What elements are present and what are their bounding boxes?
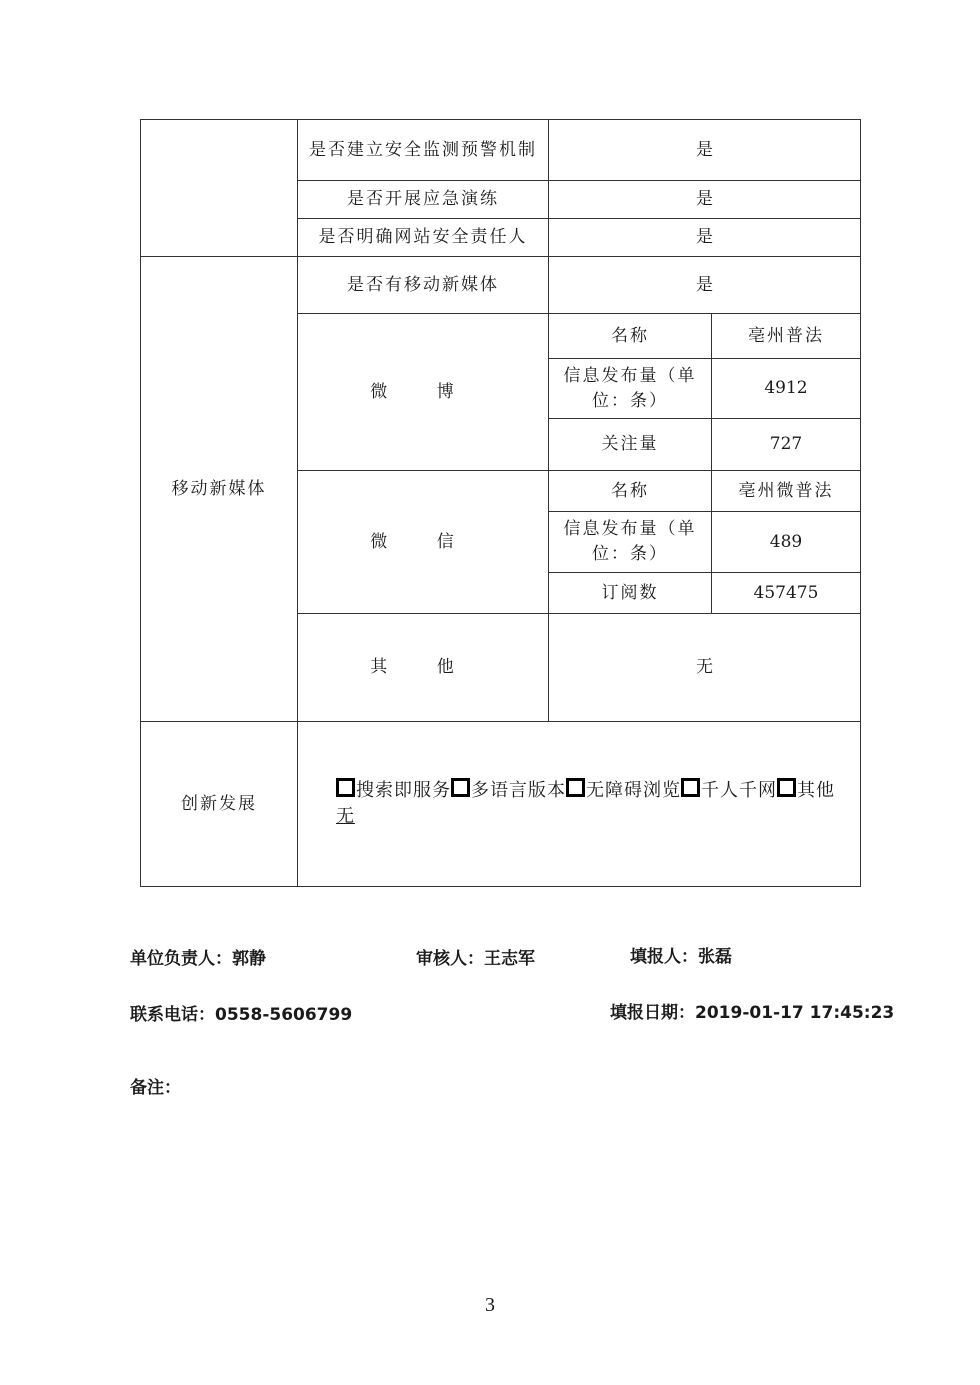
filler-value: 张磊 [698, 947, 732, 967]
wechat-posts-label: 信息发布量（单位：条） [549, 512, 712, 573]
wechat-posts-value: 489 [712, 512, 861, 573]
weibo-name-value: 亳州普法 [712, 314, 861, 359]
other-media-label: 其 他 [298, 614, 549, 722]
wechat-label: 微 信 [298, 471, 549, 614]
wechat-name-label: 名称 [549, 471, 712, 512]
wechat-subscribers-value: 457475 [712, 573, 861, 614]
contact-phone [130, 1000, 352, 1025]
has-mobile-media-answer: 是 [549, 257, 861, 314]
date-value: 2019-01-17 17:45:23 [695, 1003, 895, 1023]
has-mobile-media-question: 是否有移动新媒体 [298, 257, 549, 314]
weibo-posts-label: 信息发布量（单位：条） [549, 359, 712, 419]
unit-head-label: 单位负责人： [130, 949, 232, 969]
innovation-option-label: 无障碍浏览 [586, 780, 681, 801]
mobile-media-section-label: 移动新媒体 [141, 257, 298, 722]
innovation-label: 创新发展 [141, 722, 298, 887]
unit-head [130, 944, 266, 969]
notes [130, 1073, 181, 1098]
checkbox-icon[interactable] [681, 778, 700, 797]
security-section-cell [141, 120, 298, 257]
checkbox-icon[interactable] [566, 778, 585, 797]
reviewer [416, 944, 535, 969]
innovation-options [298, 722, 861, 887]
wechat-name-value: 亳州微普法 [712, 471, 861, 512]
checkbox-icon[interactable] [336, 778, 355, 797]
fill-date [610, 998, 894, 1023]
page-number: 3 [485, 1294, 495, 1316]
emergency-drill-answer: 是 [549, 181, 861, 219]
other-media-value: 无 [549, 614, 861, 722]
innovation-option-label: 多语言版本 [471, 780, 566, 801]
innovation-option[interactable] [681, 780, 777, 801]
security-owner-answer: 是 [549, 219, 861, 257]
wechat-subscribers-label: 订阅数 [549, 573, 712, 614]
warning-mechanism-question: 是否建立安全监测预警机制 [298, 120, 549, 181]
weibo-followers-value: 727 [712, 419, 861, 471]
warning-mechanism-answer: 是 [549, 120, 861, 181]
date-label: 填报日期： [610, 1003, 695, 1023]
weibo-followers-label: 关注量 [549, 419, 712, 471]
reviewer-label: 审核人： [416, 949, 484, 969]
security-owner-question: 是否明确网站安全责任人 [298, 219, 549, 257]
innovation-option[interactable] [777, 780, 835, 801]
checkbox-icon[interactable] [777, 778, 796, 797]
innovation-option[interactable] [451, 780, 566, 801]
notes-label: 备注： [130, 1078, 181, 1098]
weibo-posts-value: 4912 [712, 359, 861, 419]
filler [630, 942, 732, 967]
report-table [140, 119, 861, 887]
innovation-option[interactable] [566, 780, 681, 801]
innovation-option[interactable] [336, 780, 451, 801]
innovation-other-value: 无 [336, 806, 355, 828]
weibo-label: 微 博 [298, 314, 549, 471]
phone-value: 0558-5606799 [215, 1005, 353, 1025]
phone-label: 联系电话： [130, 1005, 215, 1025]
reviewer-value: 王志军 [484, 949, 535, 969]
innovation-option-label: 其他 [797, 780, 835, 801]
innovation-option-label: 搜索即服务 [356, 780, 451, 801]
filler-label: 填报人： [630, 947, 698, 967]
weibo-name-label: 名称 [549, 314, 712, 359]
checkbox-icon[interactable] [451, 778, 470, 797]
emergency-drill-question: 是否开展应急演练 [298, 181, 549, 219]
innovation-option-label: 千人千网 [701, 780, 777, 801]
unit-head-value: 郭静 [232, 949, 266, 969]
